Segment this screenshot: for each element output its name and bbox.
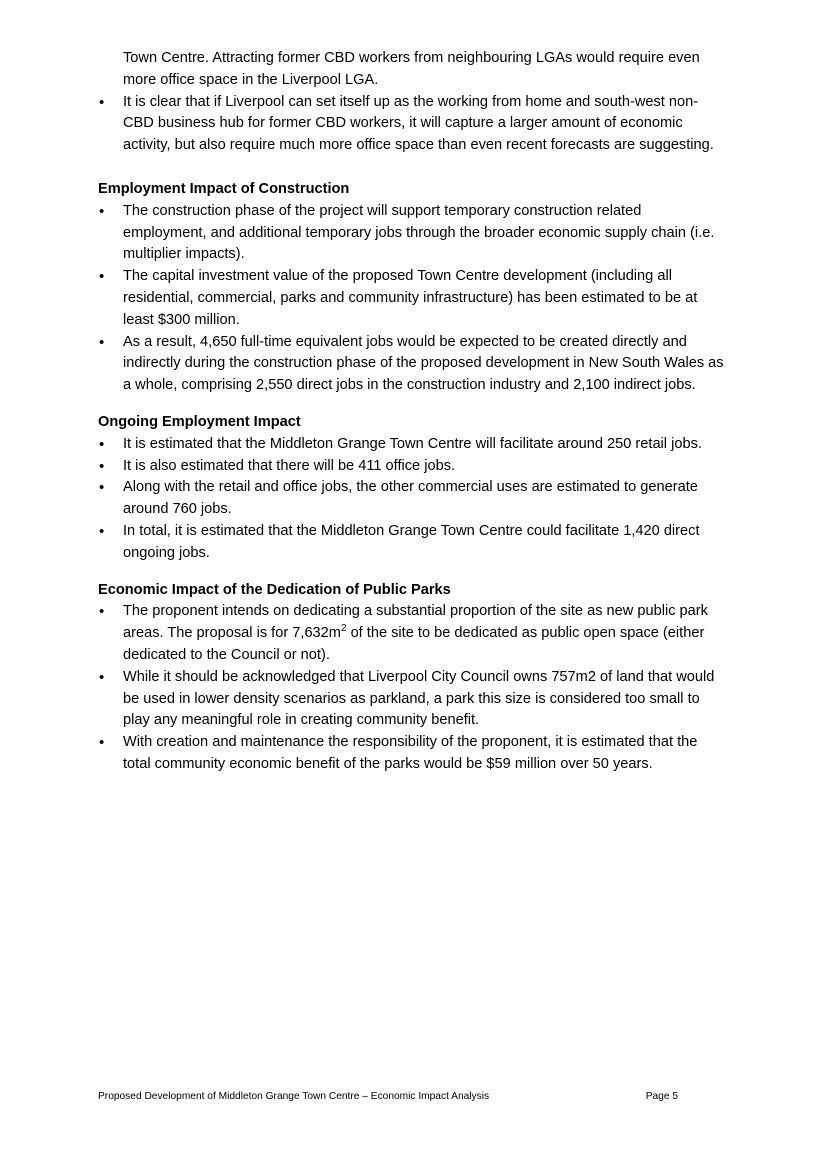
page-number: Page 5	[645, 1091, 678, 1102]
list-item-text: of the site to be dedicated as public open space (either dedicated to the Council or not).	[123, 625, 705, 663]
bullet-list	[98, 201, 728, 397]
list-item-text: The proponent intends on dedicating a substantial proportion of the site as new public park areas. The proposal is for 7,632m	[123, 603, 708, 642]
list-item	[98, 601, 728, 666]
list-item: • It is also estimated that there will be 411 office jobs.	[98, 456, 728, 478]
footer-title: Proposed Development of Middleton Grange Town Centre – Economic Impact Analysis	[98, 1091, 490, 1102]
list-item: • While it should be acknowledged that Liverpool City Council owns 757m2 of land that would be used in lower density scenarios as parkland, a park this size is considered too small to play any meaningful role in creating community benefit.	[98, 667, 728, 732]
section-ongoing-employment	[98, 412, 728, 565]
document-body	[98, 48, 728, 776]
section-heading: Economic Impact of the Dedication of Public Parks	[98, 581, 451, 598]
list-item: • It is estimated that the Middleton Grange Town Centre will facilitate around 250 retail jobs.	[98, 434, 728, 456]
bullet-list	[98, 601, 728, 775]
list-item: • With creation and maintenance the responsibility of the proponent, it is estimated that the total community economic benefit of the parks would be $59 million over 50 years.	[98, 732, 728, 776]
list-item: • As a result, 4,650 full-time equivalent jobs would be expected to be created directly and indirectly during the construction phase of the proposed development in New South Wales as a whole, comprising 2,550 direct jobs in the construction industry and 2,100 indirect jobs.	[98, 332, 728, 397]
list-item: • The construction phase of the project will support temporary construction related employment, and additional temporary jobs through the broader economic supply chain (i.e. multiplier impacts).	[98, 201, 728, 266]
intro-continuation-text: Town Centre. Attracting former CBD workers from neighbouring LGAs would require even more office space in the Liverpool LGA.	[123, 50, 700, 88]
section-public-parks	[98, 580, 728, 776]
bullet-list	[98, 434, 728, 565]
section-heading: Employment Impact of Construction	[98, 180, 350, 197]
section-construction	[98, 179, 728, 397]
list-item: • The capital investment value of the proposed Town Centre development (including all residential, commercial, parks and community infrastructure) has been estimated to be at least $300 million.	[98, 266, 728, 331]
intro-bullet: • It is clear that if Liverpool can set itself up as the working from home and south-west non-CBD business hub for former CBD workers, it will capture a larger amount of economic activity, but also require much more office space than even recent forecasts are suggesting.	[98, 92, 728, 157]
intro-bullet-list	[98, 92, 728, 157]
superscript: 2	[340, 623, 347, 635]
section-heading: Ongoing Employment Impact	[98, 413, 301, 430]
list-item: • Along with the retail and office jobs, the other commercial uses are estimated to generate around 760 jobs.	[98, 477, 728, 521]
page-footer	[98, 1091, 678, 1102]
list-item: • In total, it is estimated that the Middleton Grange Town Centre could facilitate 1,420 direct ongoing jobs.	[98, 521, 728, 565]
